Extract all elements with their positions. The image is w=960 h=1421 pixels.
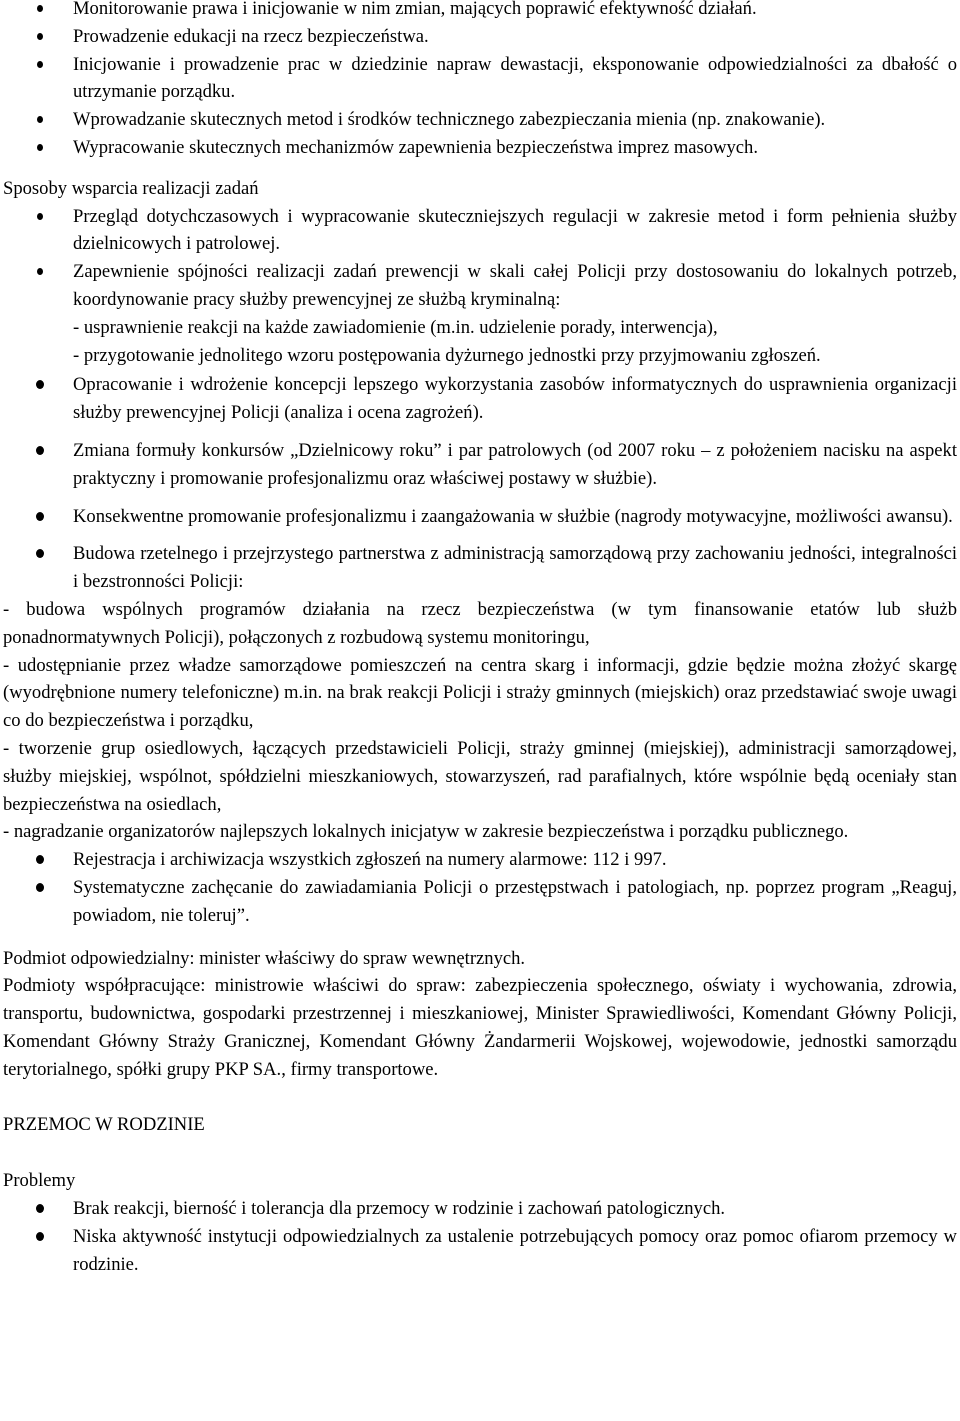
dash-item: - udostępnianie przez władze samorządowe pomieszczeń na centra skarg i informacji, gdzie będzie można złożyć skargę (wyodrębnione numery telefoniczne) m.in. na brak reakcji Policji i straży gminnych (miejskich) oraz przedstawiać swoje uwagi co do bezpieczeństwa i porządku, [3, 654, 957, 732]
list-item-text: Zapewnienie spójności realizacji zadań prewencji w skali całej Policji przy dostosowaniu do lokalnych potrzeb, koordynowanie pracy służby prewencyjnej ze służbą kryminalną: [73, 261, 957, 310]
list-item: Brak reakcji, bierność i tolerancja dla przemocy w rodzinie i zachowań patologicznych. [0, 1195, 960, 1223]
dash-line: - przygotowanie jednolitego wzoru postępowania dyżurnego jednostki przy przyjmowaniu zgłoszeń. [73, 344, 821, 366]
section-title: PRZEMOC W RODZINIE [3, 1114, 205, 1136]
support-bullet-list-continued [0, 371, 960, 596]
list-item: Konsekwentne promowanie profesjonalizmu i zaangażowania w służbie (nagrody motywacyjne, możliwości awansu). [0, 503, 960, 531]
list-item: Budowa rzetelnego i przejrzystego partnerstwa z administracją samorządową przy zachowaniu jedności, integralności i bezstronności Policji: [0, 540, 960, 596]
reporting-bullet-list [0, 846, 960, 929]
dash-item: - tworzenie grup osiedlowych, łączących przedstawicieli Policji, straży gminnej (miejskiej), administracji samorządowej, służby miejskiej, wspólnot, spółdzielni mieszkaniowych, stowarzyszeń, rad parafialnych, które wspólnie będą oceniały stan bezpieczeństwa na osiedlach, [3, 737, 957, 815]
list-item: Inicjowanie i prowadzenie prac w dziedzinie napraw dewastacji, eksponowanie odpowiedzialności za dbałość o utrzymanie porządku. [0, 51, 960, 107]
list-item: Systematyczne zachęcanie do zawiadamiania Policji o przestępstwach i patologiach, np. poprzez program „Reaguj, powiadom, nie toleruj”. [0, 874, 960, 930]
list-item: Opracowanie i wdrożenie koncepcji lepszego wykorzystania zasobów informatycznych do usprawnienia organizacji służby prewencyjnej Policji (analiza i ocena zagrożeń). [0, 371, 960, 427]
list-item [0, 258, 960, 369]
list-item: Rejestracja i archiwizacja wszystkich zgłoszeń na numery alarmowe: 112 i 997. [0, 846, 960, 874]
dash-list [0, 596, 960, 846]
list-item: Prowadzenie edukacji na rzecz bezpieczeństwa. [0, 23, 960, 51]
list-item: Wprowadzanie skutecznych metod i środków technicznego zabezpieczania mienia (np. znakowanie). [0, 106, 960, 134]
dash-line: - usprawnienie reakcji na każde zawiadomienie (m.in. udzielenie porady, interwencja), [73, 316, 718, 338]
problems-heading: Problemy [3, 1170, 76, 1192]
list-item: Wypracowanie skutecznych mechanizmów zapewnienia bezpieczeństwa imprez masowych. [0, 134, 960, 162]
cooperating-entities: Podmioty współpracujące: ministrowie właściwi do spraw: zabezpieczenia społecznego, oświaty i wychowania, zdrowia, transportu, budownictwa, gospodarki przestrzennej i mieszkaniowej, Minister Sprawiedliwości, Komendant Główny Policji, Komendant Główny Straży Granicznej, Komendant Główny Żandarmerii Wojskowej, wojewodowie, jednostki samorządu terytorialnego, spółki grupy PKP SA., firmy transportowe. [3, 975, 957, 1080]
list-item: Zmiana formuły konkursów „Dzielnicowy roku” i par patrolowych (od 2007 roku – z położeniem nacisku na aspekt praktyczny i promowanie profesjonalizmu oraz właściwej postawy w służbie). [0, 437, 960, 493]
actions-bullet-list [0, 0, 960, 162]
dash-item: - budowa wspólnych programów działania na rzecz bezpieczeństwa (w tym finansowanie etatów lub służb ponadnormatywnych Policji), połączonych z rozbudową systemu monitoringu, [3, 598, 957, 648]
support-heading: Sposoby wsparcia realizacji zadań [3, 177, 259, 199]
list-item: Przegląd dotychczasowych i wypracowanie skuteczniejszych regulacji w zakresie metod i form pełnienia służby dzielnicowych i patrolowej. [0, 203, 960, 259]
support-bullet-list [0, 203, 960, 370]
problems-bullet-list [0, 1195, 960, 1278]
dash-item: - nagradzanie organizatorów najlepszych lokalnych inicjatyw w zakresie bezpieczeństwa i porządku publicznego. [3, 821, 849, 843]
list-item: Niska aktywność instytucji odpowiedzialnych za ustalenie potrzebujących pomocy oraz pomoc ofiarom przemocy w rodzinie. [0, 1223, 960, 1279]
list-item: Monitorowanie prawa i inicjowanie w nim zmian, mających poprawić efektywność działań. [0, 0, 960, 23]
responsible-entity: Podmiot odpowiedzialny: minister właściwy do spraw wewnętrznych. [3, 947, 526, 969]
